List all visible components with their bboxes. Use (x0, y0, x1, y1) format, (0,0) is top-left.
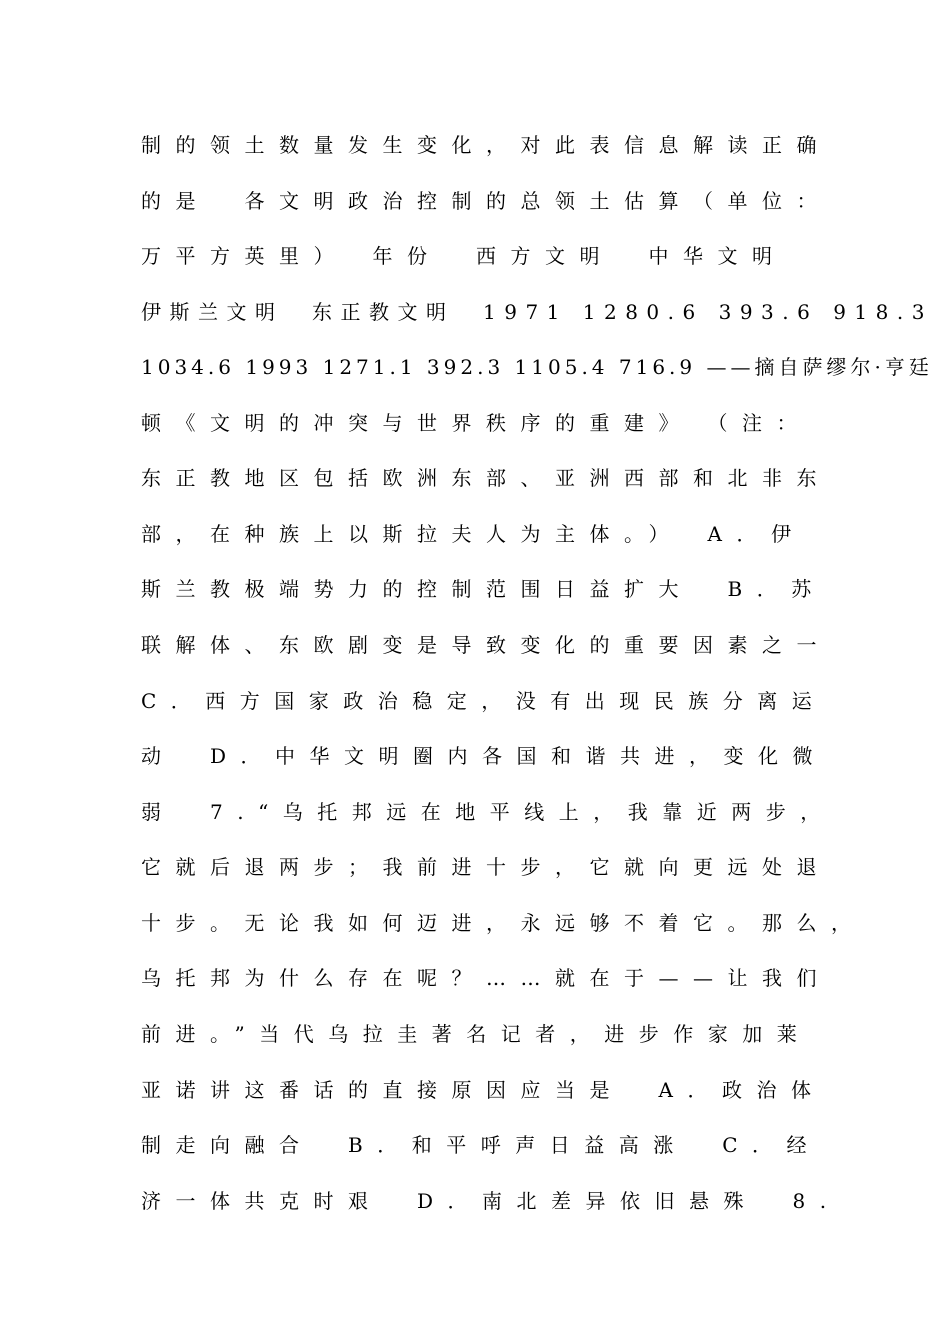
text-line: 伊斯兰文明 东正教文明 1971 1280.6 393.6 918.3 (141, 300, 933, 324)
text-line: 亚诺讲这番话的直接原因应当是 A．政治体 (141, 1078, 826, 1102)
text-line: 万平方英里） 年份 西方文明 中华文明 (141, 244, 787, 268)
text-line: 它就后退两步；我前进十步，它就向更远处退 (141, 855, 831, 879)
text-line: 斯兰教极端势力的控制范围日益扩大 B．苏 (141, 577, 826, 601)
text-line: 乌托邦为什么存在呢？……就在于——让我们 (141, 966, 831, 990)
text-line: C．西方国家政治稳定，没有出现民族分离运 (141, 689, 827, 713)
text-line: 制的领土数量发生变化，对此表信息解读正确 (141, 133, 831, 157)
text-line: 的是 各文明政治控制的总领土估算（单位： (141, 189, 831, 213)
text-line: 制走向融合 B．和平呼声日益高涨 C．经 (141, 1133, 821, 1157)
text-line: 顿《文明的冲突与世界秩序的重建》 （注： (141, 411, 811, 435)
text-line: 1034.6 1993 1271.1 392.3 1105.4 716.9 ——摘自萨缪尔·亨廷 (141, 355, 933, 379)
text-line: 济一体共克时艰 D．南北差异依旧悬殊 8. (141, 1189, 841, 1213)
text-line: 部，在种族上以斯拉夫人为主体。） A．伊 (141, 522, 806, 546)
text-line: 前进。”当代乌拉圭著名记者，进步作家加莱 (141, 1022, 812, 1046)
text-line: 弱 7.“乌托邦远在地平线上，我靠近两步， (141, 800, 835, 824)
text-line: 十步。无论我如何迈进，永远够不着它。那么， (141, 911, 866, 935)
text-line: 动 D．中华文明圈内各国和谐共进，变化微 (141, 744, 828, 768)
text-line: 联解体、东欧剧变是导致变化的重要因素之一 (141, 633, 831, 657)
text-line: 东正教地区包括欧洲东部、亚洲西部和北非东 (141, 466, 831, 490)
